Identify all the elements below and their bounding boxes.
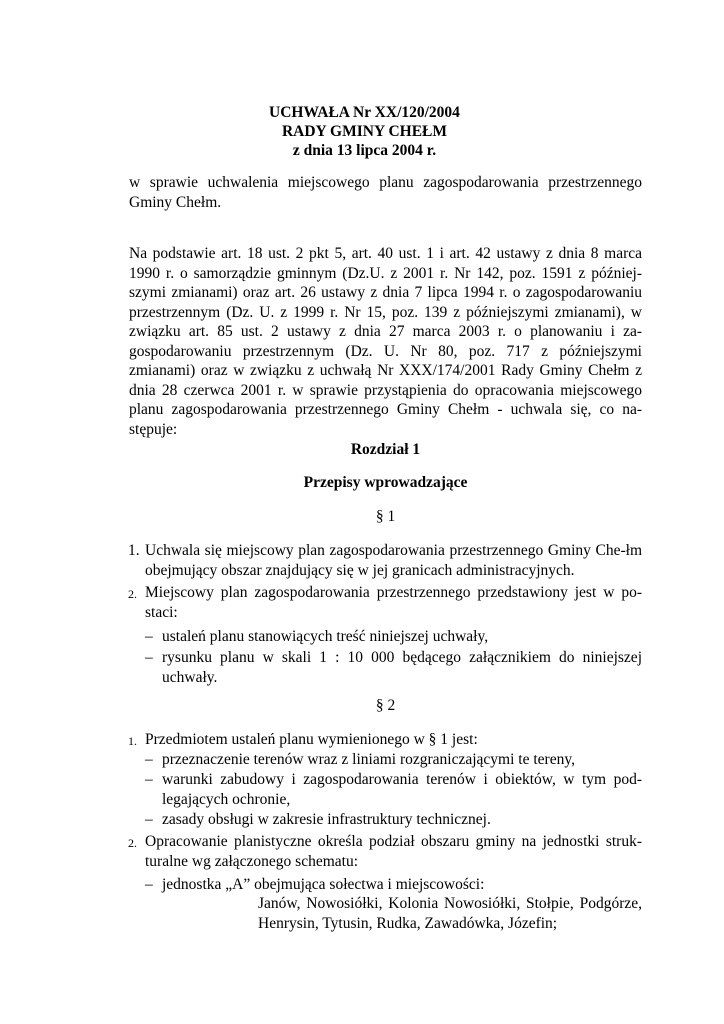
item-text: Uchwala się miejscowy plan zagospodarowania przestrzennego Gminy Che-łm obejmujący obszar znajdujący się w jej granicach administracyjnych. xyxy=(145,542,642,579)
item-number: 2. xyxy=(128,836,137,850)
section-2-dash-1 xyxy=(145,750,642,770)
unit-a-entry xyxy=(145,875,642,895)
section-1-dash-1 xyxy=(145,627,642,647)
section-2-item-2 xyxy=(128,832,642,871)
resolution-number: UCHWAŁA Nr XX/120/2004 xyxy=(269,104,460,121)
resolution-date: z dnia 13 lipca 2004 r. xyxy=(292,142,437,159)
item-text: Opracowanie planistyczne określa podział obszaru gminy na jednostki struk-turalne wg załączonego schematu: xyxy=(145,833,642,870)
dash-bullet: – xyxy=(145,628,153,645)
section-2-sign: § 2 xyxy=(375,697,396,714)
resolution-header xyxy=(0,103,724,160)
item-number: 1. xyxy=(128,734,137,748)
item-number: 2. xyxy=(128,587,137,601)
section-1-sign: § 1 xyxy=(375,508,396,525)
section-2-dash-3 xyxy=(145,810,642,830)
item-number: 1. xyxy=(128,542,140,559)
section-2-dash-2 xyxy=(145,770,642,809)
unit-a-places: Janów, Nowosiółki, Kolonia Nowosiółki, Stołpie, Podgórze, Henrysin, Tytusin, Rudka, Zawadówka, Józefin; xyxy=(258,895,642,932)
dash-text: zasady obsługi w zakresie infrastruktury technicznej. xyxy=(162,811,491,828)
section-1-item-2 xyxy=(128,583,642,622)
unit-a-heading: jednostka „A” obejmująca sołectwa i miejscowości: xyxy=(162,876,485,893)
dash-text: warunki zabudowy i zagospodarowania terenów i obiektów, w tym pod-legających ochronie, xyxy=(162,771,642,808)
dash-bullet: – xyxy=(145,771,153,788)
chapter-title: Przepisy wprowadzające xyxy=(303,474,468,491)
dash-text: rysunku planu w skali 1 : 10 000 będącego załącznikiem do niniejszej uchwały. xyxy=(162,649,642,686)
item-text: Przedmiotem ustaleń planu wymienionego w § 1 jest: xyxy=(145,731,478,748)
section-1-dash-2 xyxy=(145,648,642,687)
chapter-label: Rozdział 1 xyxy=(350,441,421,458)
resolution-subject: w sprawie uchwalenia miejscowego planu zagospodarowania przestrzennego Gminy Chełm. xyxy=(129,174,642,211)
dash-bullet: – xyxy=(145,876,153,893)
item-text: Miejscowy plan zagospodarowania przestrzennego przedstawiony jest w po-staci: xyxy=(145,584,642,621)
section-1-item-1 xyxy=(128,541,642,580)
dash-bullet: – xyxy=(145,751,153,768)
issuing-council: RADY GMINY CHEŁM xyxy=(281,123,448,140)
legal-basis-paragraph: Na podstawie art. 18 ust. 2 pkt 5, art. 40 ust. 1 i art. 42 ustawy z dnia 8 marca 1990 r. o samorządzie gminnym (Dz.U. z 2001 r. Nr 142, poz. 1591 z później-szymi zmianami) oraz art. 26 ustawy z dnia 7 lipca 1994 r. o zagospodarowaniu przestrzennym (Dz. U. z 1999 r. Nr 15, poz. 139 z późniejszymi zmianami), w związku art. 85 ust. 2 ustawy z dnia 27 marca 2003 r. o planowaniu i za-gospodarowaniu przestrzennym (Dz. U. Nr 80, poz. 717 z późniejszymi zmianami) oraz w związku z uchwałą Nr XXX/174/2001 Rady Gminy Chełm z dnia 28 czerwca 2001 r. w sprawie przystąpienia do opracowania miejscowego planu zagospodarowania przestrzennego Gminy Chełm - uchwala się, co na-stępuje: xyxy=(129,245,642,438)
dash-bullet: – xyxy=(145,811,153,828)
section-2-item-1 xyxy=(128,730,642,752)
dash-bullet: – xyxy=(145,649,153,666)
dash-text: przeznaczenie terenów wraz z liniami rozgraniczającymi te tereny, xyxy=(162,751,575,768)
dash-text: ustaleń planu stanowiących treść niniejszej uchwały, xyxy=(162,628,489,645)
